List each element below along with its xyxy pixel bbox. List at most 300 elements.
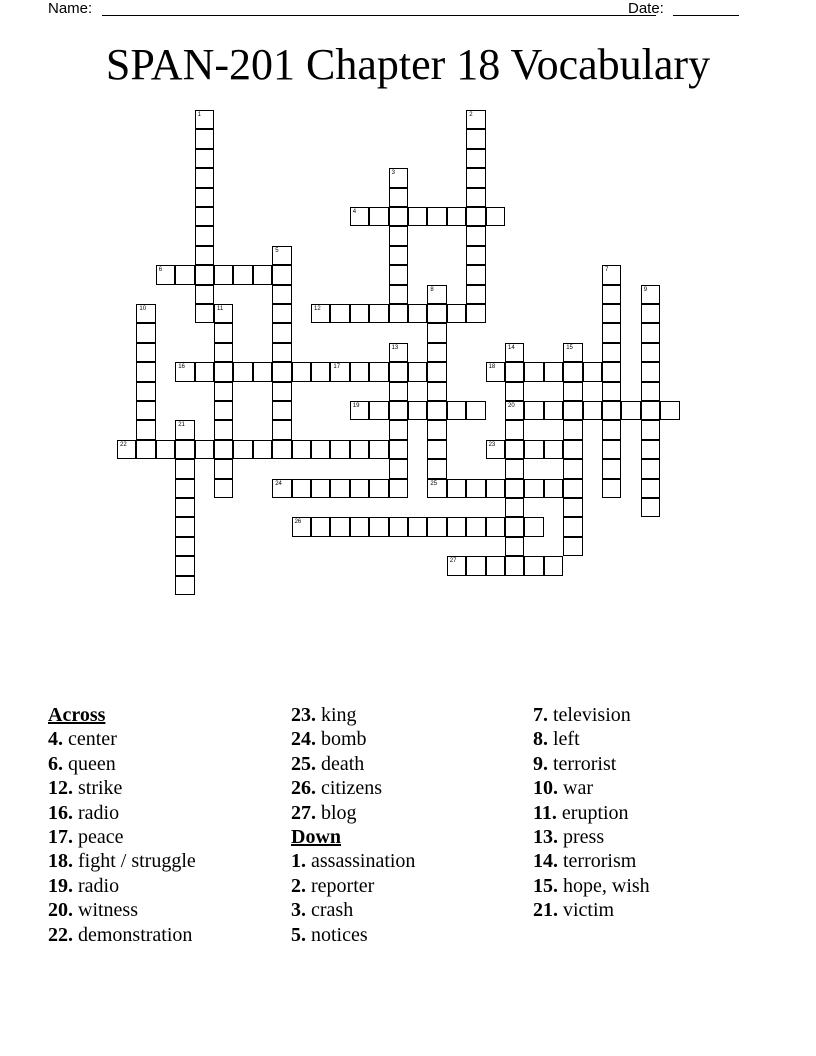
grid-cell[interactable] — [272, 479, 291, 498]
grid-cell[interactable] — [641, 323, 660, 342]
grid-cell[interactable] — [369, 304, 388, 323]
grid-cell[interactable] — [641, 401, 660, 420]
page-title: SPAN-201 Chapter 18 Vocabulary — [105, 40, 711, 89]
grid-cell[interactable] — [466, 149, 485, 168]
grid-cell[interactable] — [330, 362, 349, 381]
grid-cell[interactable] — [505, 537, 524, 556]
grid-cell[interactable] — [330, 304, 349, 323]
grid-cell[interactable] — [447, 556, 466, 575]
grid-cell[interactable] — [272, 382, 291, 401]
grid-cell[interactable] — [505, 517, 524, 536]
grid-cell[interactable] — [195, 149, 214, 168]
grid-cell[interactable] — [447, 517, 466, 536]
grid-cell[interactable] — [195, 168, 214, 187]
grid-cell[interactable] — [505, 382, 524, 401]
grid-cell[interactable] — [272, 401, 291, 420]
cell-number: 9 — [643, 286, 648, 293]
grid-cell[interactable] — [641, 479, 660, 498]
grid-cell[interactable] — [272, 440, 291, 459]
grid-cell[interactable] — [389, 420, 408, 439]
clue-number: 25. — [291, 752, 316, 775]
grid-cell[interactable] — [563, 537, 582, 556]
grid-cell[interactable] — [175, 556, 194, 575]
grid-cell[interactable] — [602, 420, 621, 439]
grid-cell[interactable] — [214, 401, 233, 420]
clue-number: 11. — [533, 801, 557, 824]
grid-cell[interactable] — [641, 440, 660, 459]
clue — [48, 923, 196, 947]
grid-cell[interactable] — [369, 207, 388, 226]
grid-cell[interactable] — [350, 304, 369, 323]
grid-cell[interactable] — [427, 343, 446, 362]
grid-cell[interactable] — [641, 420, 660, 439]
grid-cell[interactable] — [641, 362, 660, 381]
clue-number: 6. — [48, 752, 63, 775]
grid-cell[interactable] — [389, 265, 408, 284]
grid-cell[interactable] — [602, 401, 621, 420]
clue-column-3 — [533, 703, 650, 923]
clue — [48, 849, 196, 873]
grid-cell[interactable] — [253, 265, 272, 284]
grid-cell[interactable] — [272, 246, 291, 265]
clue-number: 10. — [533, 777, 558, 800]
grid-cell[interactable] — [641, 343, 660, 362]
grid-cell[interactable] — [175, 420, 194, 439]
grid-cell[interactable] — [427, 304, 446, 323]
grid-cell[interactable] — [505, 362, 524, 381]
grid-cell[interactable] — [272, 362, 291, 381]
clue-number: 22. — [48, 923, 73, 946]
clue-text: reporter — [311, 874, 375, 897]
clue — [533, 825, 650, 849]
grid-cell[interactable] — [466, 129, 485, 148]
grid-cell[interactable] — [427, 459, 446, 478]
clue — [533, 849, 650, 873]
clue-text: notices — [311, 923, 368, 946]
grid-cell[interactable] — [505, 479, 524, 498]
clue-text: witness — [78, 899, 138, 922]
grid-cell[interactable] — [505, 459, 524, 478]
grid-cell[interactable] — [466, 556, 485, 575]
cell-number: 20 — [508, 403, 515, 409]
clue-number: 1. — [291, 850, 306, 873]
grid-cell[interactable] — [389, 440, 408, 459]
grid-cell[interactable] — [292, 362, 311, 381]
grid-cell[interactable] — [602, 459, 621, 478]
grid-cell[interactable] — [350, 401, 369, 420]
grid-cell[interactable] — [175, 265, 194, 284]
grid-cell[interactable] — [389, 362, 408, 381]
grid-cell[interactable] — [195, 207, 214, 226]
clue-number: 21. — [533, 899, 558, 922]
grid-cell[interactable] — [505, 440, 524, 459]
clue-column-2 — [291, 703, 415, 947]
clue-number: 8. — [533, 728, 548, 751]
grid-cell[interactable] — [136, 323, 155, 342]
grid-cell[interactable] — [602, 362, 621, 381]
grid-cell[interactable] — [311, 479, 330, 498]
grid-cell[interactable] — [563, 498, 582, 517]
clue — [48, 898, 196, 922]
grid-cell[interactable] — [563, 382, 582, 401]
grid-cell[interactable] — [272, 265, 291, 284]
grid-cell[interactable] — [136, 382, 155, 401]
cell-number: 2 — [469, 112, 473, 118]
grid-cell[interactable] — [563, 479, 582, 498]
grid-cell[interactable] — [175, 362, 194, 381]
grid-cell[interactable] — [389, 459, 408, 478]
grid-cell[interactable] — [602, 440, 621, 459]
clue — [291, 752, 415, 776]
grid-cell[interactable] — [466, 401, 485, 420]
grid-cell[interactable] — [641, 285, 660, 304]
clue-number: 5. — [291, 923, 306, 946]
cell-number: 7 — [605, 267, 609, 274]
grid-cell[interactable] — [292, 517, 311, 536]
clue-number: 14. — [533, 850, 558, 873]
grid-cell[interactable] — [195, 362, 214, 381]
grid-cell[interactable] — [136, 420, 155, 439]
cell-number: 25 — [430, 480, 438, 487]
grid-cell[interactable] — [408, 362, 427, 381]
grid-cell[interactable] — [330, 479, 349, 498]
grid-cell[interactable] — [195, 440, 214, 459]
clue-text: radio — [78, 801, 120, 824]
clue-number: 7. — [533, 704, 548, 726]
grid-cell[interactable] — [505, 420, 524, 439]
grid-cell[interactable] — [389, 343, 408, 362]
grid-cell[interactable] — [544, 362, 563, 381]
grid-cell[interactable] — [524, 440, 543, 459]
clue-text: war — [563, 777, 593, 800]
grid-cell[interactable] — [563, 343, 582, 362]
clue — [291, 727, 415, 751]
grid-cell[interactable] — [505, 556, 524, 575]
clue-text: radio — [78, 874, 120, 897]
grid-cell[interactable] — [447, 479, 466, 498]
clue-column-1 — [48, 703, 196, 947]
grid-cell[interactable] — [408, 207, 427, 226]
grid-cell[interactable] — [389, 207, 408, 226]
clue-text: center — [68, 728, 117, 751]
clue — [533, 898, 650, 922]
grid-cell[interactable] — [524, 517, 543, 536]
grid-cell[interactable] — [292, 479, 311, 498]
grid-cell[interactable] — [214, 440, 233, 459]
cell-number: 22 — [120, 441, 127, 448]
grid-cell[interactable] — [447, 207, 466, 226]
grid-cell[interactable] — [544, 440, 563, 459]
grid-cell[interactable] — [389, 304, 408, 323]
grid-cell[interactable] — [136, 401, 155, 420]
grid-cell[interactable] — [195, 188, 214, 207]
grid-cell[interactable] — [272, 323, 291, 342]
clue — [533, 703, 650, 727]
grid-cell[interactable] — [389, 188, 408, 207]
grid-cell[interactable] — [214, 420, 233, 439]
grid-cell[interactable] — [175, 498, 194, 517]
grid-cell[interactable] — [447, 304, 466, 323]
grid-cell[interactable] — [369, 479, 388, 498]
grid-cell[interactable] — [272, 343, 291, 362]
grid-cell[interactable] — [641, 498, 660, 517]
grid-cell[interactable] — [466, 304, 485, 323]
grid-cell[interactable] — [195, 265, 214, 284]
grid-cell[interactable] — [214, 304, 233, 323]
grid-cell[interactable] — [311, 304, 330, 323]
grid-cell[interactable] — [408, 304, 427, 323]
grid-cell[interactable] — [641, 304, 660, 323]
grid-cell[interactable] — [427, 401, 446, 420]
grid-cell[interactable] — [583, 362, 602, 381]
grid-cell[interactable] — [427, 420, 446, 439]
grid-cell[interactable] — [369, 401, 388, 420]
grid-cell[interactable] — [253, 362, 272, 381]
grid-cell[interactable] — [427, 382, 446, 401]
grid-cell[interactable] — [466, 517, 485, 536]
grid-cell[interactable] — [427, 479, 446, 498]
grid-cell[interactable] — [602, 479, 621, 498]
grid-cell[interactable] — [175, 479, 194, 498]
grid-cell[interactable] — [369, 440, 388, 459]
grid-cell[interactable] — [175, 576, 194, 595]
cell-number: 3 — [391, 170, 395, 177]
grid-cell[interactable] — [486, 556, 505, 575]
grid-cell[interactable] — [195, 129, 214, 148]
grid-cell[interactable] — [136, 304, 155, 323]
grid-cell[interactable] — [369, 362, 388, 381]
across-heading: Across — [48, 704, 106, 726]
clue-text: hope, wish — [563, 874, 650, 897]
grid-cell[interactable] — [641, 382, 660, 401]
grid-cell[interactable] — [136, 343, 155, 362]
grid-cell[interactable] — [466, 479, 485, 498]
grid-cell[interactable] — [427, 323, 446, 342]
grid-cell[interactable] — [602, 382, 621, 401]
clue — [48, 874, 196, 898]
clue-text: television — [553, 704, 631, 726]
grid-cell[interactable] — [602, 265, 621, 284]
grid-cell[interactable] — [195, 226, 214, 245]
grid-cell[interactable] — [195, 110, 214, 129]
clue — [48, 776, 196, 800]
grid-cell[interactable] — [563, 440, 582, 459]
grid-cell[interactable] — [214, 459, 233, 478]
grid-cell[interactable] — [641, 459, 660, 478]
grid-cell[interactable] — [602, 304, 621, 323]
cell-number: 6 — [158, 267, 163, 274]
grid-cell[interactable] — [117, 440, 136, 459]
clue — [291, 776, 415, 800]
grid-cell[interactable] — [175, 537, 194, 556]
grid-cell[interactable] — [660, 401, 679, 420]
grid-cell[interactable] — [505, 498, 524, 517]
grid-cell[interactable] — [466, 110, 485, 129]
grid-cell[interactable] — [486, 479, 505, 498]
grid-cell[interactable] — [214, 382, 233, 401]
grid-cell[interactable] — [389, 517, 408, 536]
grid-cell[interactable] — [195, 304, 214, 323]
grid-cell[interactable] — [195, 246, 214, 265]
clue-number: 20. — [48, 899, 73, 922]
grid-cell[interactable] — [447, 401, 466, 420]
cell-number: 19 — [352, 403, 360, 409]
clue-text: peace — [78, 826, 124, 849]
clue-number: 27. — [291, 801, 316, 824]
grid-cell[interactable] — [466, 207, 485, 226]
grid-cell[interactable] — [505, 343, 524, 362]
grid-cell[interactable] — [544, 479, 563, 498]
clue — [291, 898, 415, 922]
grid-cell[interactable] — [486, 517, 505, 536]
clue-text: crash — [311, 899, 354, 922]
clue — [48, 752, 196, 776]
grid-cell[interactable] — [369, 517, 388, 536]
clue — [533, 874, 650, 898]
grid-cell[interactable] — [233, 265, 252, 284]
clue — [291, 874, 415, 898]
grid-cell[interactable] — [408, 517, 427, 536]
cell-number: 16 — [178, 364, 185, 371]
cell-number: 14 — [508, 344, 515, 351]
clue-number: 3. — [291, 899, 306, 922]
grid-cell[interactable] — [195, 285, 214, 304]
clue — [533, 801, 650, 825]
grid-cell[interactable] — [621, 401, 640, 420]
cell-number: 8 — [430, 286, 434, 293]
grid-cell[interactable] — [214, 343, 233, 362]
grid-cell[interactable] — [563, 459, 582, 478]
cell-number: 10 — [139, 306, 147, 312]
name-label: Name: — [48, 0, 93, 17]
grid-cell[interactable] — [350, 362, 369, 381]
grid-cell[interactable] — [486, 362, 505, 381]
grid-cell[interactable] — [427, 285, 446, 304]
grid-cell[interactable] — [524, 362, 543, 381]
grid-cell[interactable] — [233, 440, 252, 459]
clue-number: 12. — [48, 777, 73, 800]
grid-cell[interactable] — [602, 343, 621, 362]
grid-cell[interactable] — [175, 440, 194, 459]
grid-cell[interactable] — [524, 401, 543, 420]
grid-cell[interactable] — [253, 440, 272, 459]
grid-cell[interactable] — [311, 362, 330, 381]
grid-cell[interactable] — [427, 440, 446, 459]
grid-cell[interactable] — [602, 323, 621, 342]
grid-cell[interactable] — [563, 517, 582, 536]
grid-cell[interactable] — [427, 517, 446, 536]
cell-number: 12 — [314, 306, 321, 312]
cell-number: 24 — [275, 480, 282, 487]
grid-cell[interactable] — [311, 440, 330, 459]
grid-cell[interactable] — [350, 207, 369, 226]
clue-number: 9. — [533, 752, 548, 775]
grid-cell[interactable] — [427, 362, 446, 381]
grid-cell[interactable] — [292, 440, 311, 459]
grid-cell[interactable] — [563, 401, 582, 420]
grid-cell[interactable] — [389, 382, 408, 401]
grid-cell[interactable] — [505, 401, 524, 420]
grid-cell[interactable] — [136, 362, 155, 381]
grid-cell[interactable] — [214, 265, 233, 284]
grid-cell[interactable] — [524, 556, 543, 575]
grid-cell[interactable] — [272, 285, 291, 304]
grid-cell[interactable] — [214, 362, 233, 381]
grid-cell[interactable] — [466, 246, 485, 265]
grid-cell[interactable] — [466, 188, 485, 207]
grid-cell[interactable] — [544, 556, 563, 575]
grid-cell[interactable] — [389, 479, 408, 498]
clue-text: assassination — [311, 850, 416, 873]
grid-cell[interactable] — [389, 285, 408, 304]
cell-number: 13 — [391, 344, 399, 351]
grid-cell[interactable] — [156, 265, 175, 284]
grid-cell[interactable] — [175, 517, 194, 536]
grid-cell[interactable] — [350, 479, 369, 498]
clue-number: 16. — [48, 801, 73, 824]
grid-cell[interactable] — [486, 207, 505, 226]
cell-number: 21 — [178, 422, 185, 429]
down-heading: Down — [291, 826, 342, 849]
grid-cell[interactable] — [389, 168, 408, 187]
grid-cell[interactable] — [408, 401, 427, 420]
clue-text: strike — [78, 777, 123, 800]
clue — [533, 776, 650, 800]
grid-cell[interactable] — [389, 226, 408, 245]
grid-cell[interactable] — [563, 362, 582, 381]
clue-number: 19. — [48, 874, 73, 897]
grid-cell[interactable] — [466, 285, 485, 304]
grid-cell[interactable] — [272, 304, 291, 323]
grid-cell[interactable] — [330, 440, 349, 459]
grid-cell[interactable] — [466, 226, 485, 245]
grid-cell[interactable] — [311, 517, 330, 536]
clue-number: 18. — [48, 850, 73, 873]
grid-cell[interactable] — [466, 265, 485, 284]
grid-cell[interactable] — [214, 479, 233, 498]
grid-cell[interactable] — [156, 440, 175, 459]
clue-text: victim — [563, 899, 615, 922]
grid-cell[interactable] — [486, 440, 505, 459]
grid-cell[interactable] — [233, 362, 252, 381]
grid-cell[interactable] — [544, 401, 563, 420]
cell-number: 15 — [566, 344, 573, 351]
grid-cell[interactable] — [524, 479, 543, 498]
clue-number: 26. — [291, 777, 316, 800]
clue-text: death — [321, 752, 365, 775]
clue-number: 15. — [533, 874, 558, 897]
clue-text: citizens — [321, 777, 383, 800]
grid-cell[interactable] — [175, 459, 194, 478]
grid-cell[interactable] — [389, 401, 408, 420]
grid-cell[interactable] — [350, 517, 369, 536]
grid-cell[interactable] — [602, 285, 621, 304]
grid-cell[interactable] — [272, 420, 291, 439]
clue-number: 24. — [291, 728, 316, 751]
clue — [48, 727, 196, 751]
grid-cell[interactable] — [466, 168, 485, 187]
grid-cell[interactable] — [330, 517, 349, 536]
grid-cell[interactable] — [563, 420, 582, 439]
grid-cell[interactable] — [583, 401, 602, 420]
grid-cell[interactable] — [136, 440, 155, 459]
grid-cell[interactable] — [389, 246, 408, 265]
cell-number: 11 — [217, 306, 224, 312]
grid-cell[interactable] — [214, 323, 233, 342]
grid-cell[interactable] — [350, 440, 369, 459]
clue-number: 13. — [533, 826, 558, 849]
grid-cell[interactable] — [427, 207, 446, 226]
